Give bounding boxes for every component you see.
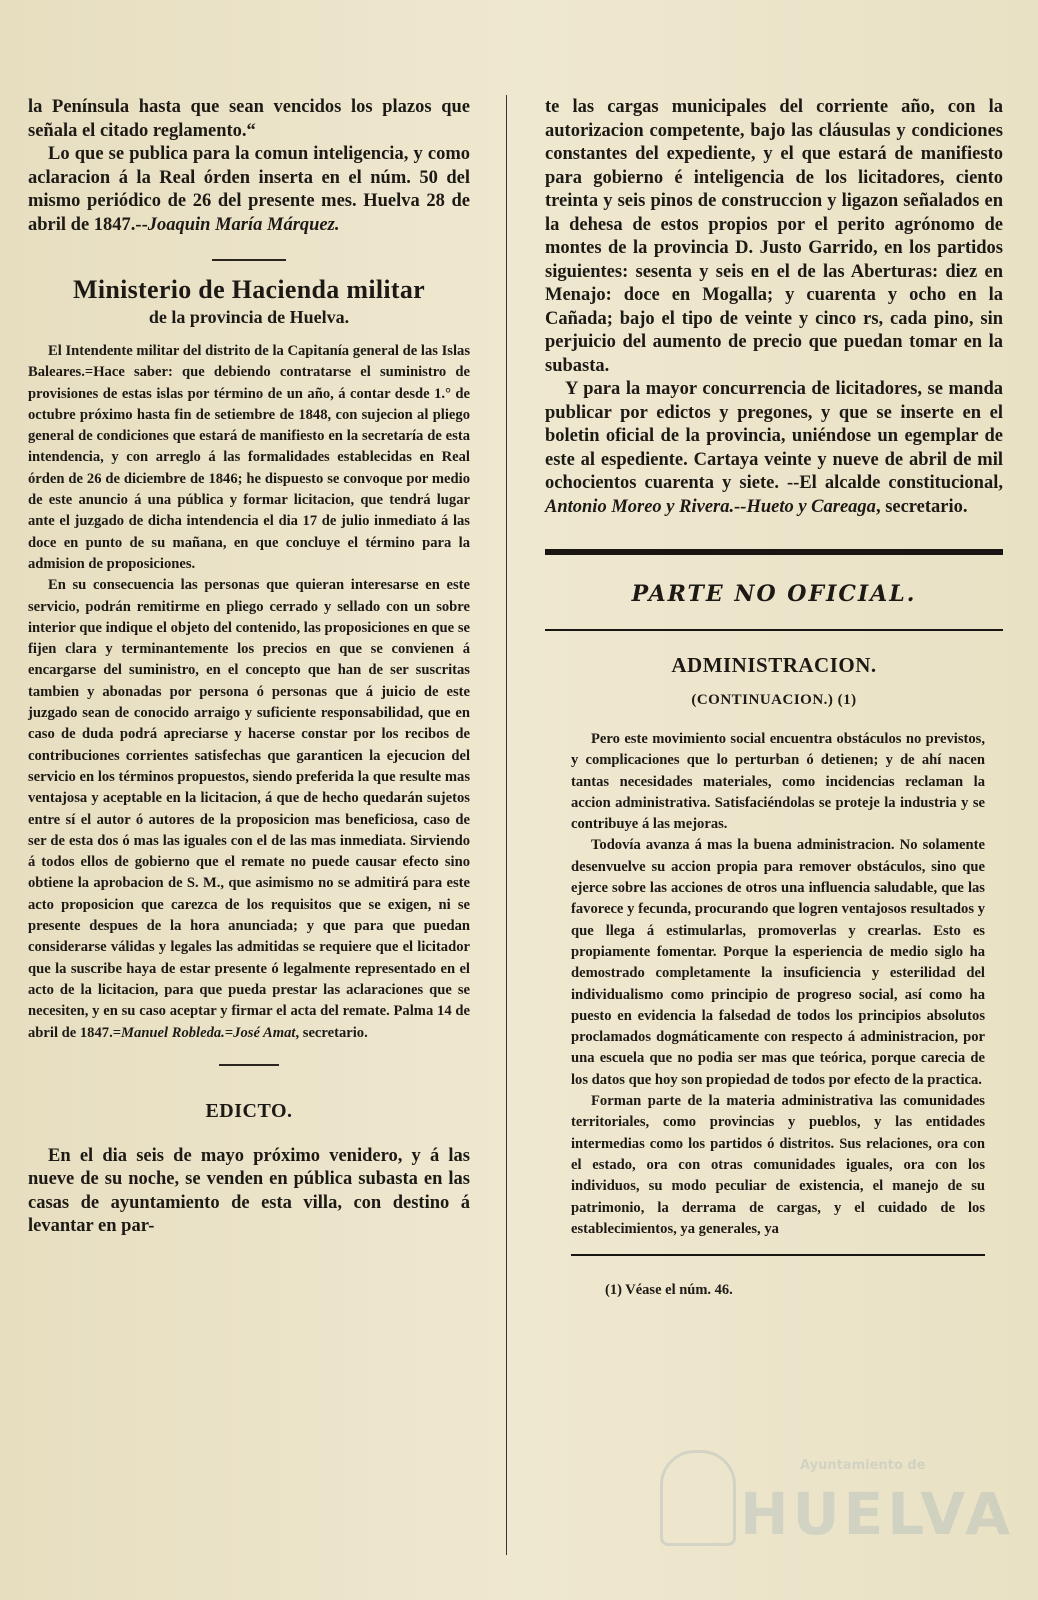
edicto-continuation: te las cargas municipales del corriente año, con la autorizacion competente, bajo las cláusulas y condiciones constantes del expediente, y el que estará de manifiesto para gobierno é inteligencia de los licitadores, ciento treinta y seis pinos de construccion y ligazon señalados en la dehesa de estos propios por el perito agrónomo de montes de la provincia D. Justo Garrido, en los partidos siguientes: sesenta y seis en el de las Aberturas: diez en Menajo: doce en Mogalla; y cuarenta y ocho en la Cañada; bajo el tipo de veinte y cinco rs, cada pino, sin perjuicio del aumento de precio que puedan tomar en la subasta.: [545, 97, 1003, 376]
edicto-paragraph-1: En el dia seis de mayo próximo venidero, y á las nueve de su noche, se venden en pública subasta en las casas de ayuntamiento de esta villa, con destino á levantar en par-: [28, 1145, 470, 1237]
edicto-paragraph-2: [545, 378, 1003, 519]
continued-paragraph: la Península hasta que sean vencidos los plazos que señala el citado reglamento.“: [28, 97, 470, 141]
right-column: [545, 96, 1003, 1299]
ministry-title: Ministerio de Hacienda militar: [72, 275, 425, 304]
ministry-signer-2: José Amat: [233, 1024, 296, 1041]
continuacion-label: (CONTINUACION.) (1): [691, 692, 857, 708]
watermark-line-2: HUELVA: [740, 1480, 1015, 1548]
footnote-rule: [571, 1254, 985, 1256]
ministry-paragraph-2-text: En su consecuencia las personas que quieran interesarse en este servicio, podrán remitirme en pliego cerrado y sellado con un sobre interior que indique el objeto del contenido, las proposiciones en que se fijen clara y terminantemente los precios en que se convienen á encargarse del suministro, en el concepto que han de ser suscritas tambien y abonadas por persona ó personas que á juicio de este juzgado sean de conocido arraigo y suficiente responsabilidad, que en caso de duda podrá apreciarse y hacerse constar por los recibos de contribuciones corrientes satisfechas que garanticen la ejecucion del servicio en los términos propuestos, siendo preferida la que resulte mas ventajosa y aceptable en la licitacion, á que de hecho quedarán sujetos entre sí el autor ó autores de la proposicion mas beneficiosa, caso de ser de esta dos ó mas las iguales con el de las mas inmediata. Sirviendo á todos ellos de gobierno que el remate no puede causar efecto sino obtiene la aprobacion de S. M., que asimismo no se admitirá para este acto proposicion que carezca de los requisitos que se exigen, ni se presente despues de la hora anunciada; y que para que puedan considerarse válidas y legales las admitidas se requiere que el licitador que la suscribe haya de estar presente ó legalmente representado en el acto de la licitacion, para que pueda prestar las aclaraciones que se necesiten, y en su caso aceptar y firmar el acta del remate. Palma 14 de abril de 1847.=: [28, 577, 470, 1041]
archive-watermark: [660, 1450, 1015, 1550]
parte-no-oficial-heading: PARTE NO OFICIAL.: [631, 581, 917, 607]
section-separator: [212, 259, 286, 261]
edicto-heading: EDICTO.: [205, 1099, 293, 1122]
publication-notice: [28, 143, 470, 237]
notice-signer: Joaquin María Márquez.: [147, 214, 340, 235]
ministry-signer-1: Manuel Robleda.: [121, 1024, 225, 1041]
ministry-subtitle: de la provincia de Huelva.: [148, 307, 350, 327]
ministry-signer-role: , secretario.: [295, 1024, 368, 1041]
footnote: (1) Véase el núm. 46.: [605, 1282, 733, 1299]
edicto-signers: Antonio Moreo y Rivera.--Hueto y Careaga: [545, 496, 876, 517]
edicto-signer-role: , secretario.: [875, 496, 968, 517]
admin-paragraph-1: Pero este movimiento social encuentra obstáculos no previstos, y complicaciones que lo perturban ó detienen; y de ahí nacen tantas necesidades materiales, como incidencias reclaman la accion administrativa. Satisfaciéndolas se proteje la industria y se contribuye á las mejoras.: [571, 731, 985, 833]
administracion-body: [545, 729, 985, 1299]
admin-paragraph-3: Forman parte de la materia administrativa las comunidades territoriales, como provincias y pueblos, y las entidades intermedias como los partidos ó distritos. Sus relaciones, ora con el estado, ora con otras comunidades iguales, ora con los individuos, su modo peculiar de existencia, el manejo de su patrimonio, la derrama de cargas, y el cuidado de los establecimientos, ya generales, ya: [571, 1093, 985, 1237]
heavy-rule: [545, 549, 1003, 555]
section-separator-2: [219, 1064, 279, 1066]
watermark-line-1: Ayuntamiento de: [800, 1458, 926, 1473]
ministry-paragraph-2: [28, 575, 470, 1044]
administracion-heading: ADMINISTRACION.: [671, 653, 877, 677]
admin-paragraph-2: Todovía avanza á mas la buena administracion. No solamente desenvuelve su accion propia para remover obstáculos, sino que ejerce sobre las acciones de otros una influencia saludable, que las favorece y fecunda, procurando que logren ventajosos resultados y que llega á estimularlas, promoverlas y crearlas. Esto es propiamente fomentar. Porque la esperiencia de medio siglo ha demostrado completamente la insuficiencia y esterilidad del individualismo como principio de progreso social, así como ha puesto en evidencia la falsedad de todos los principios absolutos proclamados dogmáticamente con respecto á administracion, por una escuela que no podia ser mas que teórica, porque carecia de los datos que hoy son propiedad de todos por efecto de la practica.: [571, 837, 985, 1088]
column-divider: [506, 95, 507, 1555]
ministry-paragraph-1: El Intendente militar del distrito de la Capitanía general de las Islas Baleares.=Hace saber: que debiendo contratarse el suministro de provisiones de estas islas por término de un año, á contar desde 1.° de octubre próximo hasta fin de setiembre de 1848, con sujecion al pliego general de condiciones que estará de manifiesto en la secretaría de esta intendencia, y con arreglo á las formalidades establecidas en Real órden de 26 de diciembre de 1846; he dispuesto se convoque por medio de este anuncio á una pública y formar licitacion, que tendrá lugar ante el juzgado de dicha intendencia el dia 17 de julio inmediato á las doce en punto de su mañana, en que concluye el término para la admision de proposiciones.: [28, 343, 470, 572]
thin-rule: [545, 629, 1003, 631]
notice-text: Lo que se publica para la comun inteligencia, y como aclaracion á la Real órden inserta en el núm. 50 del mismo periódico de 26 del presente mes. Huelva 28 de abril de 1847.--: [28, 144, 470, 235]
edicto-paragraph-2-text: Y para la mayor concurrencia de licitadores, se manda publicar por edictos y pregones, y que se inserte en el boletin oficial de la provincia, uniéndose un egemplar de este al espediente. Cartaya veinte y nueve de abril de mil ochocientos cuarenta y siete. --El alcalde constitucional,: [545, 379, 1003, 493]
ministry-signer-separator: =: [224, 1024, 234, 1041]
coat-of-arms-icon: [660, 1450, 736, 1546]
left-column: [28, 96, 470, 1239]
